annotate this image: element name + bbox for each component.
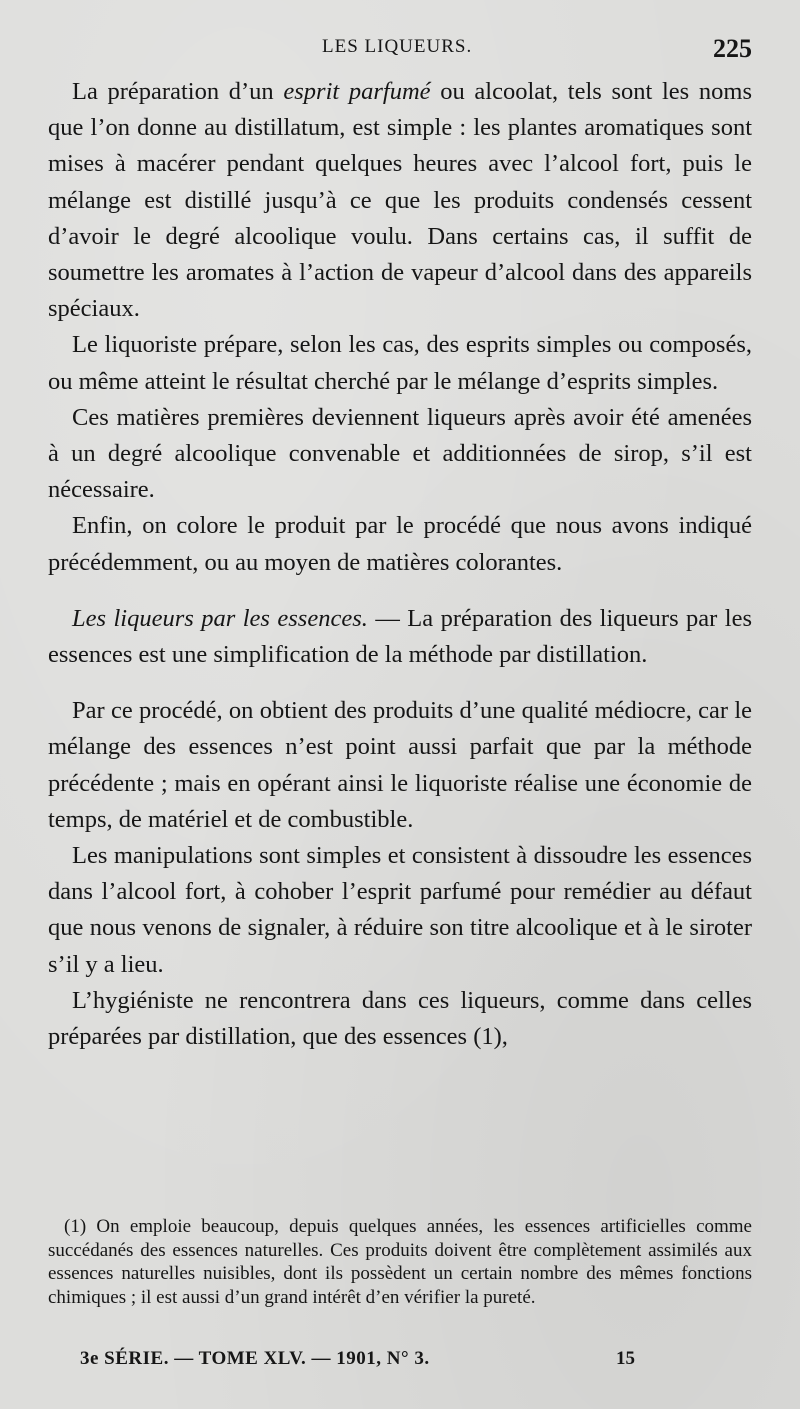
paragraph-esprit-parfume [48,74,752,327]
footnote-text: (1) On emploie beaucoup, depuis quelques années, les essences artificielles comme succédanés des essences naturelles. Ces produits doivent être complètement assimilés aux essences naturelles nuisibles, dont ils possèdent un certain nombre des mêmes fonctions chimiques ; il est aussi d’un grand intérêt d’en vérifier la pureté. [48,1216,752,1308]
emphasis-esprit-parfume: esprit parfumé [283,78,431,105]
paragraph-manipulations: Les manipulations sont simples et consistent à dissoudre les essences dans l’alcool fort, à cohober l’esprit parfumé pour remédier au défaut que nous venons de signaler, à réduire son titre alcoolique et à le siroter s’il y a lieu. [48,842,752,978]
page-number: 225 [713,34,752,63]
paragraph-text: ou alcoolat, tels sont les noms que l’on donne au distillatum, est simple : les plantes aromatiques sont mises à macérer pendant quelques heures avec l’alcool fort, puis le mélange est distillé jusqu’à ce que les produits condensés cessent d’avoir le degré alcoolique voulu. Dans certains cas, il suffit de soumettre les aromates à l’action de vapeur d’alcool dans des appareils spéciaux. [48,78,752,323]
running-title: LES LIQUEURS. [322,36,473,57]
paragraph-hygieniste: L’hygiéniste ne rencontrera dans ces liqueurs, comme dans celles préparées par distillation, que des essences (1), [48,986,752,1051]
paragraph-matieres-premieres: Ces matières premières deviennent liqueurs après avoir été amenées à un degré alcoolique convenable et additionnées de sirop, s’il est nécessaire. [48,403,752,504]
main-text [48,74,752,1055]
paragraph-liquoriste: Le liquoriste prépare, selon les cas, des esprits simples ou composés, ou même atteint le résultat cherché par le mélange d’esprits simples. [48,331,752,395]
series-volume-info: 3e SÉRIE. — TOME XLV. — 1901, N° 3. [80,1348,430,1369]
section-dash: — [367,604,408,632]
sheet-number: 15 [616,1348,635,1369]
section-liqueurs-essences [48,601,752,673]
paragraph-coloration: Enfin, on colore le produit par le procédé que nous avons indiqué précédemment, ou au moyen de matières colorantes. [48,512,752,576]
paragraph-procede: Par ce procédé, on obtient des produits d’une qualité médiocre, car le mélange des essences n’est point aussi parfait que par la méthode précédente ; mais en opérant ainsi le liquoriste réalise une économie de temps, de matériel et de combustible. [48,697,752,833]
page-header [0,34,800,66]
printer-signature-line [80,1348,680,1378]
section-text: La préparation des liqueurs par les essences est une simplification de la méthode par distillation. [48,604,753,669]
section-heading: Les liqueurs par les essences. [72,604,368,632]
paragraph-text: La préparation d’un [72,78,284,105]
footnote [48,1215,752,1309]
